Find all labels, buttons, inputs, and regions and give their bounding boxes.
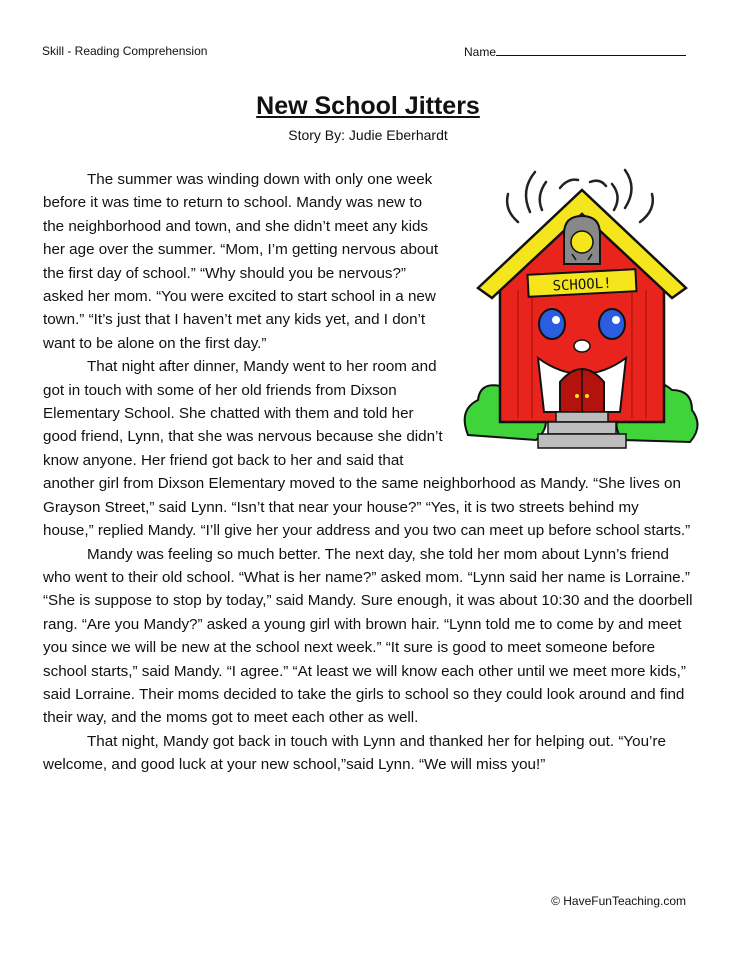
name-blank-line[interactable] [496, 44, 686, 56]
sign-text: SCHOOL! [552, 275, 612, 295]
name-label: Name [464, 45, 497, 59]
story-title: New School Jitters [256, 92, 480, 120]
story-byline: Story By: Judie Eberhardt [288, 127, 448, 143]
skill-label: Skill - Reading Comprehension [42, 44, 208, 58]
copyright-footer: © HaveFunTeaching.com [551, 894, 686, 908]
story-paragraph-4: That night, Mandy got back in touch with Lynn and thanked her for helping out. “You’re welcome, and good luck at your new school,”said Lynn. “We will miss you!” [43, 732, 666, 774]
name-field [464, 44, 686, 59]
school-house-illustration [460, 160, 705, 465]
story-paragraph-2: That night after dinner, Mandy went to her room and got in touch with some of her old friends from Dixson Elementary School. She chatted with them and told her good friend, Lynn, that she was nervous because she didn’t know anyone. Her friend got back to her and said that another girl from Dixson Elementary moved to the same neighborhood as Mandy. “She lives on Grayson Street,” said Lynn. “Isn’t that near your house?” “Yes, it is two streets behind my house,” replied Mandy. “I’ll give her your address and you two can meet up before school starts.” [43, 358, 691, 540]
story-paragraph-3: Mandy was feeling so much better. The next day, she told her mom about Lynn’s friend who went to their old school. “What is her name?” asked mom. “Lynn said her name is Lorraine.” “She is suppose to stop by today,” said Mandy. Sure enough, it was about 10:30 and the doorbell rang. “Are you Mandy?” asked a young girl with brown hair. “Lynn told me to come by and meet you since we will be new at the school next week.” “It sure is good to meet someone before school starts,” said Mandy. “I agree.” “At least we will know each other until we meet more kids,” said Lorraine. Their moms decided to take the girls to school so they could look around and find their way, and the moms got to meet each other as well. [43, 545, 693, 727]
story-paragraph-1: The summer was winding down with only one week before it was time to return to school. Mandy was new to the neighborhood and town, and she didn’t meet any kids her age over the summer. “Mom, I’m getting nervous about the first day of school.” “Why should you be nervous?” asked her mom. “You were excited to start school in a new town.” “It’s just that I haven’t met any kids yet, and I don’t want to be alone on the first day.” [43, 171, 439, 352]
school-house-icon [460, 160, 705, 465]
story-body [43, 168, 693, 777]
